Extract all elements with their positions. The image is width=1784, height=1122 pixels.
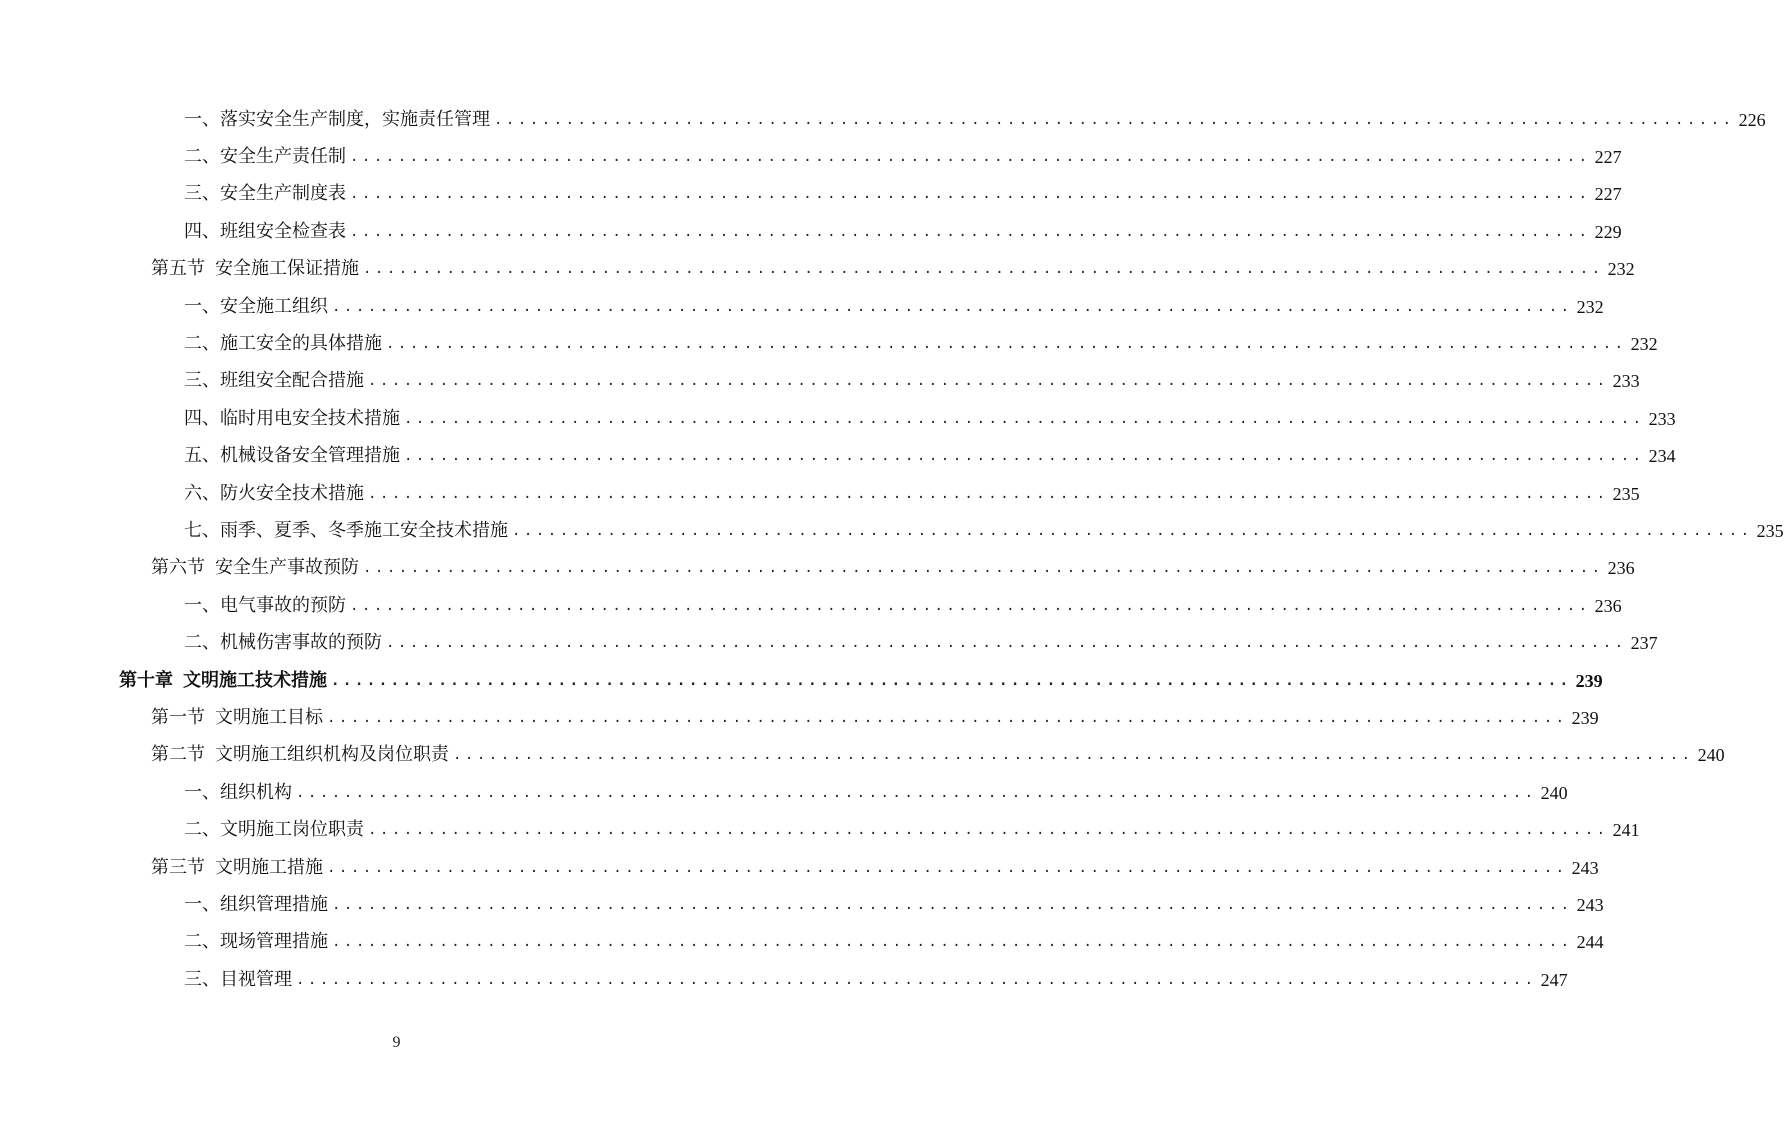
toc-dot-leader: ........................................................................................................ — [494, 111, 1735, 128]
toc-entry-number: 七、 — [184, 519, 220, 541]
toc-entry-title: 文明施工岗位职责 — [220, 819, 364, 841]
toc-dot-leader: ........................................................................................................ — [350, 597, 1591, 614]
toc-entry-page: 233 — [1648, 408, 1676, 429]
toc-entry-title: 文明施工组织机构及岗位职责 — [215, 744, 449, 766]
toc-entry[interactable] — [0, 101, 1766, 138]
toc-entry-number: 三、 — [184, 370, 220, 392]
toc-dot-leader: ........................................................................................................ — [368, 373, 1609, 390]
toc-entry-number: 三、 — [184, 968, 220, 990]
toc-entry-title: 防火安全技术措施 — [220, 482, 364, 504]
toc-dot-leader: ........................................................................................................ — [368, 485, 1609, 502]
toc-entry-title: 班组安全配合措施 — [220, 370, 364, 392]
toc-entry[interactable] — [0, 438, 1676, 475]
toc-entry[interactable] — [0, 699, 1599, 736]
toc-entry-number: 二、 — [184, 931, 220, 953]
toc-dot-leader: ........................................................................................................ — [332, 298, 1573, 315]
toc-entry-page: 227 — [1594, 184, 1622, 205]
toc-entry[interactable] — [0, 288, 1604, 325]
toc-entry-title: 机械设备安全管理措施 — [220, 445, 400, 467]
toc-entry[interactable] — [0, 774, 1568, 811]
toc-entry-number: 第一节 — [151, 706, 205, 728]
toc-entry-page: 243 — [1571, 857, 1599, 878]
toc-entry-page: 237 — [1630, 633, 1658, 654]
toc-entry-number: 一、 — [184, 781, 220, 803]
toc-entry[interactable] — [0, 886, 1604, 923]
page-number: 9 — [392, 1034, 401, 1051]
toc-dot-leader: ........................................................................................................ — [453, 747, 1694, 764]
toc-entry-page: 247 — [1540, 969, 1568, 990]
toc-entry-page: 234 — [1648, 446, 1676, 467]
toc-entry[interactable] — [0, 400, 1676, 437]
toc-dot-leader: ........................................................................................................ — [386, 635, 1627, 652]
toc-entry[interactable] — [0, 138, 1622, 175]
toc-dot-leader: ........................................................................................................ — [386, 336, 1627, 353]
toc-entry-number: 一、 — [184, 893, 220, 915]
toc-entry[interactable] — [0, 363, 1640, 400]
toc-entry[interactable] — [0, 325, 1658, 362]
toc-entry-page: 232 — [1576, 296, 1604, 317]
toc-entry-number: 一、 — [184, 594, 220, 616]
toc-entry[interactable] — [0, 587, 1622, 624]
toc-entry-title: 组织管理措施 — [220, 893, 328, 915]
toc-entry[interactable] — [0, 512, 1784, 549]
toc-dot-leader: ........................................................................................................ — [350, 223, 1591, 240]
toc-entry-title: 现场管理措施 — [220, 931, 328, 953]
toc-entry-number: 四、 — [184, 407, 220, 429]
toc-entry-title: 安全生产事故预防 — [215, 557, 359, 579]
toc-entry-title: 雨季、夏季、冬季施工安全技术措施 — [220, 519, 508, 541]
toc-dot-leader: ........................................................................................................ — [296, 784, 1537, 801]
toc-dot-leader: ........................................................................................................ — [331, 672, 1572, 689]
toc-entry[interactable] — [0, 924, 1604, 961]
toc-entry-page: 229 — [1594, 221, 1622, 242]
toc-entry-page: 232 — [1607, 259, 1635, 280]
toc-entry[interactable] — [0, 624, 1658, 661]
toc-entry[interactable] — [0, 176, 1622, 213]
toc-entry[interactable] — [0, 550, 1635, 587]
toc-dot-leader: ........................................................................................................ — [327, 859, 1568, 876]
toc-entry-page: 232 — [1630, 334, 1658, 355]
toc-entry-number: 第三节 — [151, 856, 205, 878]
toc-dot-leader: ........................................................................................................ — [404, 410, 1645, 427]
toc-entry-page: 227 — [1594, 147, 1622, 168]
toc-entry-number: 二、 — [184, 819, 220, 841]
toc-entry-title: 文明施工技术措施 — [183, 669, 327, 691]
toc-entry-number: 第二节 — [151, 744, 205, 766]
toc-entry[interactable] — [0, 737, 1725, 774]
toc-entry-title: 安全施工保证措施 — [215, 258, 359, 280]
toc-entry[interactable] — [0, 251, 1635, 288]
toc-dot-leader: ........................................................................................................ — [350, 186, 1591, 203]
toc-dot-leader: ........................................................................................................ — [296, 971, 1537, 988]
table-of-contents — [0, 101, 1784, 998]
toc-entry-title: 施工安全的具体措施 — [220, 333, 382, 355]
toc-entry-number: 二、 — [184, 632, 220, 654]
toc-entry-page: 233 — [1612, 371, 1640, 392]
toc-entry-page: 244 — [1576, 932, 1604, 953]
toc-entry-title: 班组安全检查表 — [220, 220, 346, 242]
toc-entry-number: 五、 — [184, 445, 220, 467]
toc-dot-leader: ........................................................................................................ — [368, 822, 1609, 839]
toc-entry[interactable] — [0, 475, 1640, 512]
toc-entry-number: 一、 — [184, 108, 220, 130]
toc-entry-number: 第十章 — [119, 669, 173, 691]
toc-entry-title: 文明施工目标 — [215, 706, 323, 728]
toc-entry-title: 安全施工组织 — [220, 295, 328, 317]
toc-entry[interactable] — [0, 849, 1599, 886]
toc-dot-leader: ........................................................................................................ — [404, 448, 1645, 465]
toc-entry-number: 一、 — [184, 295, 220, 317]
toc-dot-leader: ........................................................................................................ — [332, 896, 1573, 913]
toc-entry-title: 目视管理 — [220, 968, 292, 990]
toc-entry-number: 四、 — [184, 220, 220, 242]
toc-dot-leader: ........................................................................................................ — [512, 522, 1753, 539]
toc-entry-title: 临时用电安全技术措施 — [220, 407, 400, 429]
toc-entry-title: 机械伤害事故的预防 — [220, 632, 382, 654]
toc-entry-page: 240 — [1540, 782, 1568, 803]
toc-entry-number: 第六节 — [151, 557, 205, 579]
toc-entry[interactable] — [0, 961, 1568, 998]
toc-dot-leader: ........................................................................................................ — [363, 261, 1604, 278]
toc-entry-title: 文明施工措施 — [215, 856, 323, 878]
toc-entry-page: 226 — [1738, 109, 1766, 130]
toc-entry-title: 安全生产责任制 — [220, 146, 346, 168]
toc-entry-number: 六、 — [184, 482, 220, 504]
toc-entry[interactable] — [0, 811, 1640, 848]
toc-entry-number: 二、 — [184, 146, 220, 168]
toc-entry-page: 235 — [1612, 483, 1640, 504]
toc-dot-leader: ........................................................................................................ — [350, 149, 1591, 166]
toc-entry-page: 241 — [1612, 820, 1640, 841]
toc-entry-title: 落实安全生产制度，实施责任管理 — [220, 108, 490, 130]
toc-entry-number: 二、 — [184, 333, 220, 355]
toc-entry-number: 三、 — [184, 183, 220, 205]
toc-entry-title: 电气事故的预防 — [220, 594, 346, 616]
toc-entry[interactable] — [0, 662, 1603, 699]
toc-entry-title: 组织机构 — [220, 781, 292, 803]
toc-dot-leader: ........................................................................................................ — [363, 560, 1604, 577]
toc-dot-leader: ........................................................................................................ — [327, 709, 1568, 726]
toc-entry-page: 235 — [1756, 520, 1784, 541]
toc-entry-page: 236 — [1594, 595, 1622, 616]
toc-entry-page: 239 — [1575, 670, 1603, 691]
toc-entry-page: 236 — [1607, 558, 1635, 579]
toc-dot-leader: ........................................................................................................ — [332, 934, 1573, 951]
toc-entry-title: 安全生产制度表 — [220, 183, 346, 205]
toc-entry-page: 243 — [1576, 894, 1604, 915]
toc-entry-page: 239 — [1571, 707, 1599, 728]
toc-entry[interactable] — [0, 213, 1622, 250]
toc-entry-number: 第五节 — [151, 258, 205, 280]
toc-entry-page: 240 — [1697, 745, 1725, 766]
